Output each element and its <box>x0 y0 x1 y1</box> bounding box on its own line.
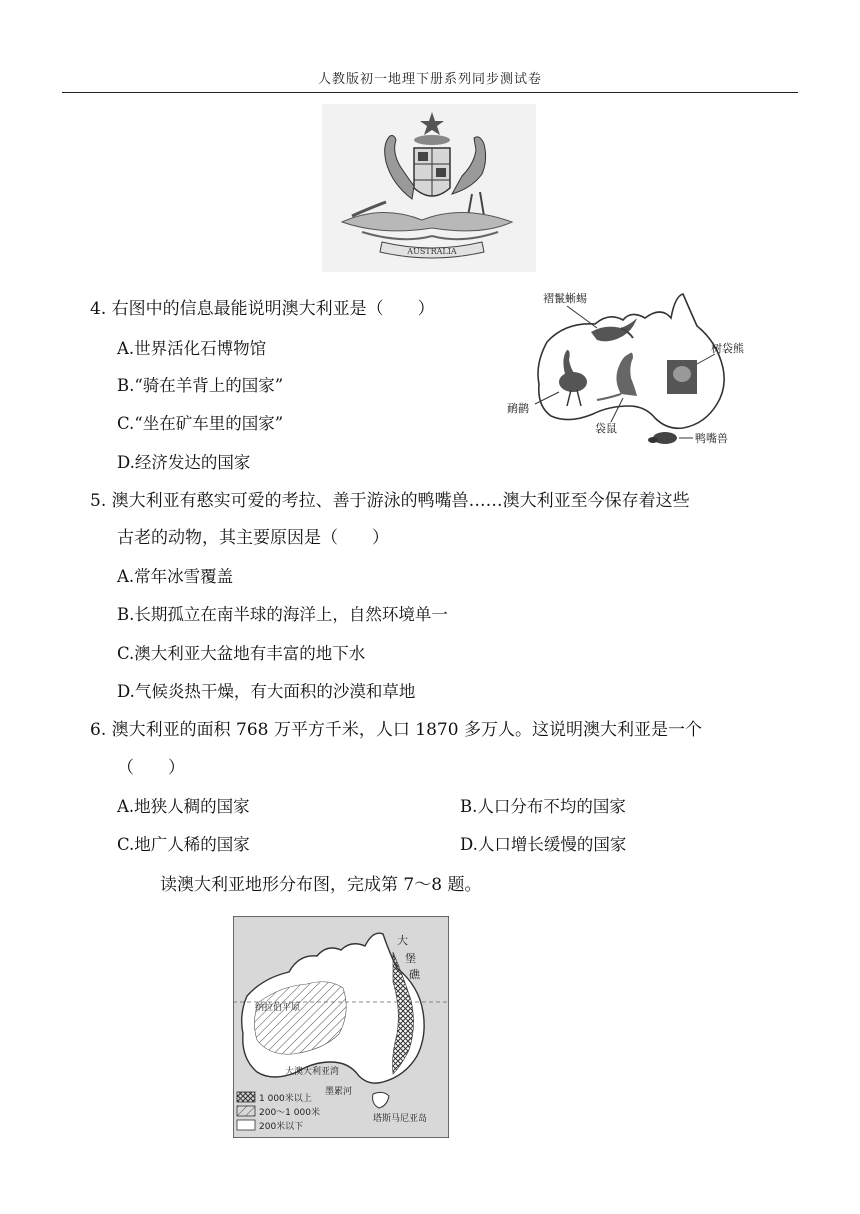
label-platypus: 鸭嘴兽 <box>695 432 728 445</box>
option-4c[interactable]: C.“坐在矿车里的国家” <box>117 414 284 433</box>
question-stem: 澳大利亚有憨实可爱的考拉、善于游泳的鸭嘴兽……澳大利亚至今保存着这些 <box>111 491 690 511</box>
question-stem: 右图中的信息最能说明澳大利亚是（ ） <box>111 299 435 319</box>
australian-coat-of-arms-icon <box>322 104 536 272</box>
koala-icon <box>667 360 697 394</box>
question-number: 5. <box>90 491 107 511</box>
label-nullarbor: 纳拉伯平原 <box>255 1003 301 1013</box>
label-tasmania: 塔斯马尼亚岛 <box>373 1114 428 1124</box>
question-5-line1 <box>90 489 690 513</box>
question-6-line2: （ ） <box>117 758 185 778</box>
australia-animal-map <box>505 288 777 456</box>
option-4d[interactable]: D.经济发达的国家 <box>117 453 251 472</box>
label-frilled-lizard: 褶鬣蜥蜴 <box>543 292 587 305</box>
option-6d[interactable]: D.人口增长缓慢的国家 <box>460 835 627 854</box>
label-reef-2: 堡 <box>405 952 416 965</box>
label-murray-river: 墨累河 <box>325 1087 353 1097</box>
question-6-line1 <box>90 718 702 742</box>
question-5-line2: 古老的动物，其主要原因是（ ） <box>117 528 389 548</box>
option-6c[interactable]: C.地广人稀的国家 <box>117 835 250 854</box>
label-reef-3: 礁 <box>409 968 420 981</box>
option-6b[interactable]: B.人口分布不均的国家 <box>460 797 626 816</box>
page-header: 人教版初一地理下册系列同步测试卷 <box>317 72 542 87</box>
header-rule <box>62 92 798 93</box>
option-6a[interactable]: A.地狭人稠的国家 <box>117 797 250 816</box>
instruction-text: 读澳大利亚地形分布图，完成第 7～8 题。 <box>160 875 482 895</box>
label-great-australian-bight: 大澳大利亚湾 <box>285 1067 340 1077</box>
label-reef-1: 大 <box>397 934 408 947</box>
question-number: 4. <box>90 299 107 319</box>
label-koala: 树袋熊 <box>711 342 744 355</box>
label-emu: 鸸鹋 <box>507 402 529 415</box>
legend-label-mid: 200～1 000米 <box>259 1108 320 1118</box>
label-kangaroo: 袋鼠 <box>595 422 617 435</box>
option-4a[interactable]: A.世界活化石博物馆 <box>117 339 267 358</box>
legend-label-low: 200米以下 <box>259 1122 304 1132</box>
question-number: 6. <box>90 720 107 740</box>
option-5b[interactable]: B.长期孤立在南半球的海洋上，自然环境单一 <box>117 605 448 624</box>
legend-label-high: 1 000米以上 <box>259 1094 312 1104</box>
emblem-motto: AUSTRALIA <box>407 247 457 256</box>
option-4b[interactable]: B.“骑在羊背上的国家” <box>117 376 284 395</box>
option-5d[interactable]: D.气候炎热干燥，有大面积的沙漠和草地 <box>117 682 416 701</box>
question-4 <box>90 297 435 321</box>
question-stem: 澳大利亚的面积 768 万平方千米，人口 1870 多万人。这说明澳大利亚是一个 <box>111 720 702 740</box>
option-5a[interactable]: A.常年冰雪覆盖 <box>117 567 234 586</box>
option-5c[interactable]: C.澳大利亚大盆地有丰富的地下水 <box>117 644 366 663</box>
coat-of-arms-image <box>322 104 536 272</box>
australia-terrain-map <box>233 916 449 1138</box>
